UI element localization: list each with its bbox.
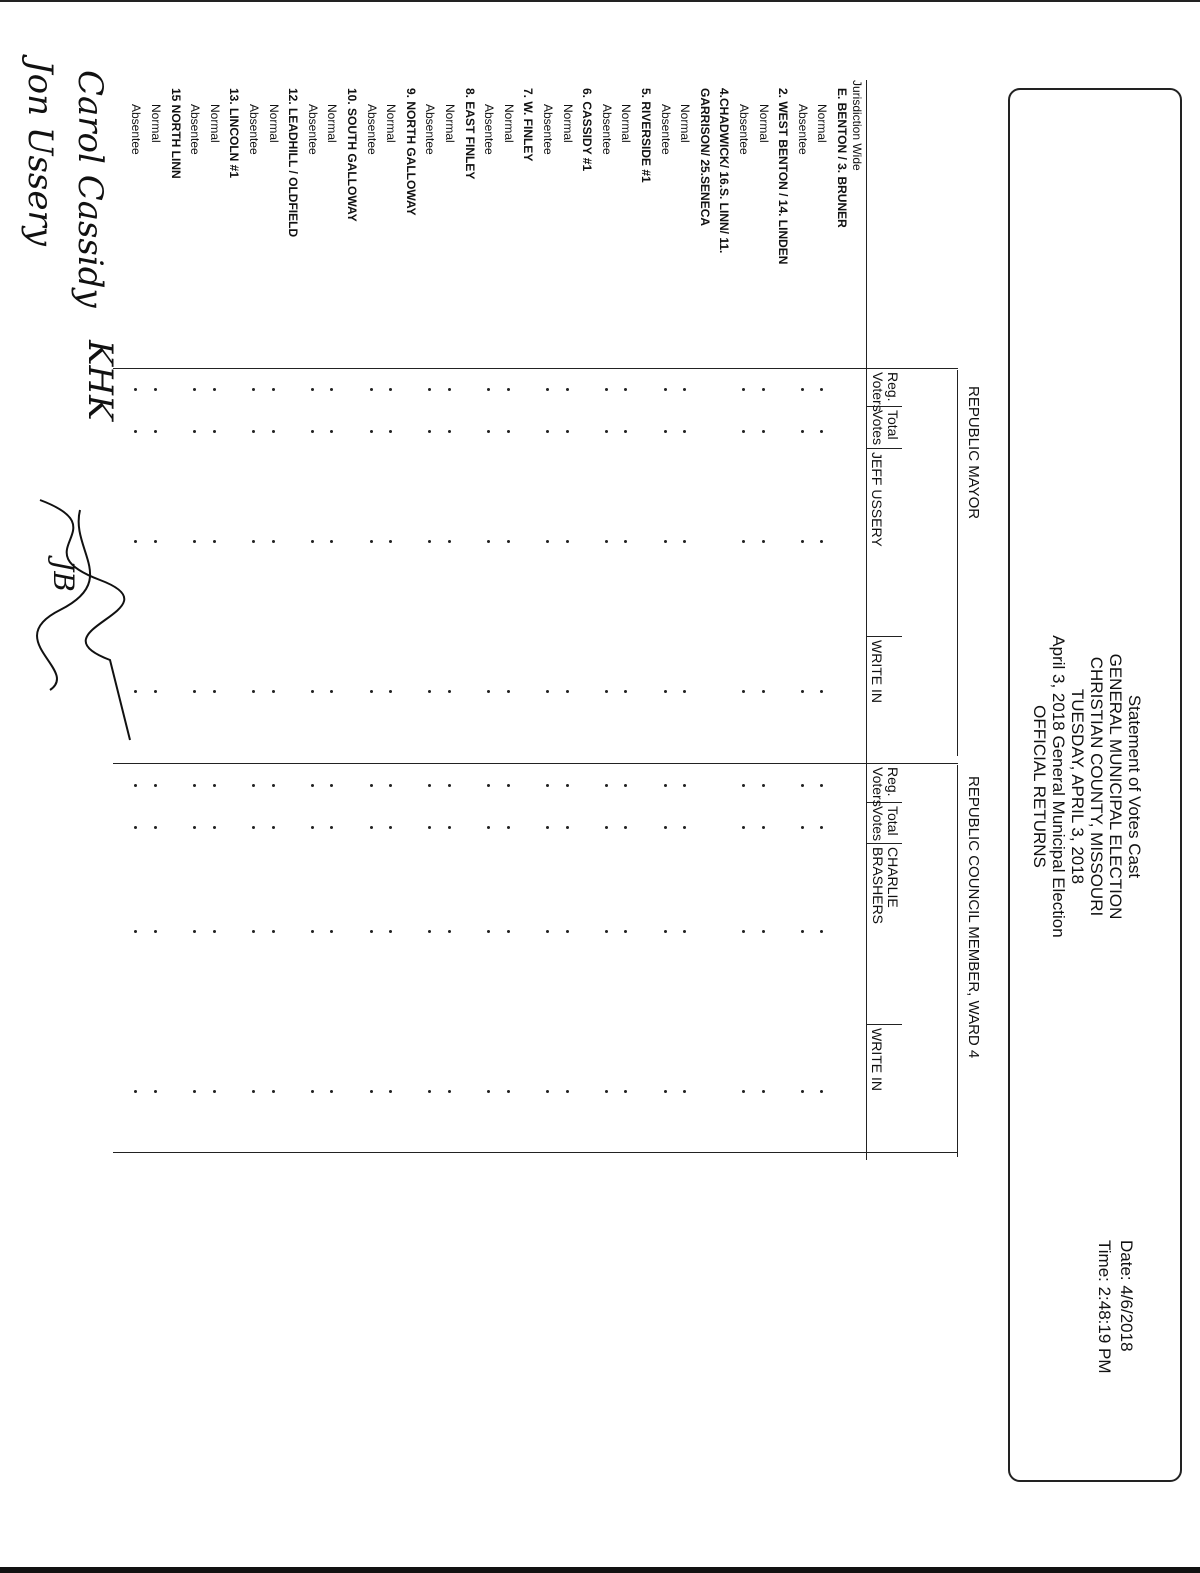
row-label-sub: Normal (149, 104, 163, 143)
col-header-line: Reg. (885, 767, 901, 797)
row-label-precinct: 13. LINCOLN #1 (227, 88, 242, 179)
row-label-precinct: 6. CASSIDY #1 (580, 88, 595, 172)
row-label-sub: Absentee (364, 104, 379, 155)
col-header-line: Reg. (885, 372, 901, 402)
row-label-precinct: 8. EAST FINLEY (462, 88, 477, 180)
row-label-sub: Normal (815, 104, 830, 143)
row-label-sub: Absentee (423, 104, 438, 155)
col-header-line: CHARLIE (885, 847, 901, 908)
title-line: TUESDAY, APRIL 3, 2018 (1068, 688, 1087, 885)
signature: Carol Cassidy (70, 70, 110, 308)
row-label-sub: Normal (443, 104, 457, 143)
row-label-sub: Normal (501, 104, 516, 143)
row-label-precinct: 5. RIVERSIDE #1 (639, 88, 653, 183)
row-label-sub: Absentee (247, 104, 261, 155)
title-line: CHRISTIAN COUNTY, MISSOURI (1087, 656, 1106, 917)
row-label-sub: Normal (207, 104, 222, 143)
row-label-precinct: GARRISON/ 25.SENECA (697, 88, 712, 227)
col-header-line: Voters (870, 767, 886, 807)
signature: JB (47, 560, 80, 592)
col-header-line: WRITE IN (869, 640, 885, 703)
col-header-line: JEFF USSERY (869, 452, 885, 547)
row-label-sub: Normal (619, 104, 634, 143)
row-label-precinct: 2. WEST BENTON / 14. LINDEN (776, 88, 791, 265)
col-header-line: Votes (870, 806, 886, 842)
col-header-line: Total (885, 410, 901, 440)
title-line: April 3, 2018 General Municipal Election (1049, 635, 1068, 938)
col-header-line: BRASHERS (870, 847, 886, 925)
row-label-sub: Absentee (737, 104, 751, 155)
row-label-sub: Absentee (305, 104, 320, 155)
row-label-sub: Normal (266, 104, 281, 143)
title-line: GENERAL MUNICIPAL ELECTION (1106, 653, 1125, 920)
row-label-sub: Absentee (658, 104, 673, 155)
row-label-sub: Absentee (482, 104, 497, 155)
row-label-sub: Normal (325, 104, 340, 143)
row-label-sub: Normal (678, 104, 693, 143)
signature: Jon Ussery (20, 60, 60, 246)
row-label-precinct: 9. NORTH GALLOWAY (403, 88, 418, 216)
row-label-precinct: 15 NORTH LINN (168, 88, 183, 179)
section-title-mayor: REPUBLIC MAYOR (965, 386, 982, 520)
title-line: Statement of Votes Cast (1125, 694, 1144, 879)
col-header-line: WRITE IN (869, 1028, 885, 1091)
signature-scrawl (0, 490, 140, 750)
row-label-sub: Absentee (541, 104, 555, 155)
signature: KHK (80, 340, 120, 421)
row-label-sub: Absentee (599, 104, 614, 155)
jurisdiction-header: Jurisdiction Wide (850, 80, 864, 171)
row-label-sub: Normal (756, 104, 771, 143)
row-label-sub: Absentee (795, 104, 810, 155)
col-header-line: Voters (870, 372, 886, 412)
section-title-council: REPUBLIC COUNCIL MEMBER, WARD 4 (965, 776, 982, 1059)
row-label-sub: Normal (384, 104, 399, 143)
row-label-sub: Absentee (129, 104, 144, 155)
col-header-line: Votes (870, 410, 886, 446)
row-label-precinct: 7. W. FINLEY (521, 88, 536, 162)
row-label-sub: Normal (560, 104, 575, 143)
report-date: Date: 4/6/2018 (1117, 1240, 1136, 1352)
report-time: Time: 2:48:19 PM (1095, 1240, 1114, 1374)
row-label-precinct: 10. SOUTH GALLOWAY (345, 88, 359, 222)
row-label-precinct: 12. LEADHILL / OLDFIELD (286, 88, 301, 238)
row-label-precinct: 4.CHADWICK/ 16.S. LINN/ 11. (717, 88, 732, 254)
title-line: OFFICIAL RETURNS (1030, 705, 1049, 868)
col-header-line: Total (885, 806, 901, 836)
row-label-sub: Absentee (188, 104, 203, 155)
row-label-precinct: E. BENTON / 3. BRUNER (835, 88, 849, 228)
